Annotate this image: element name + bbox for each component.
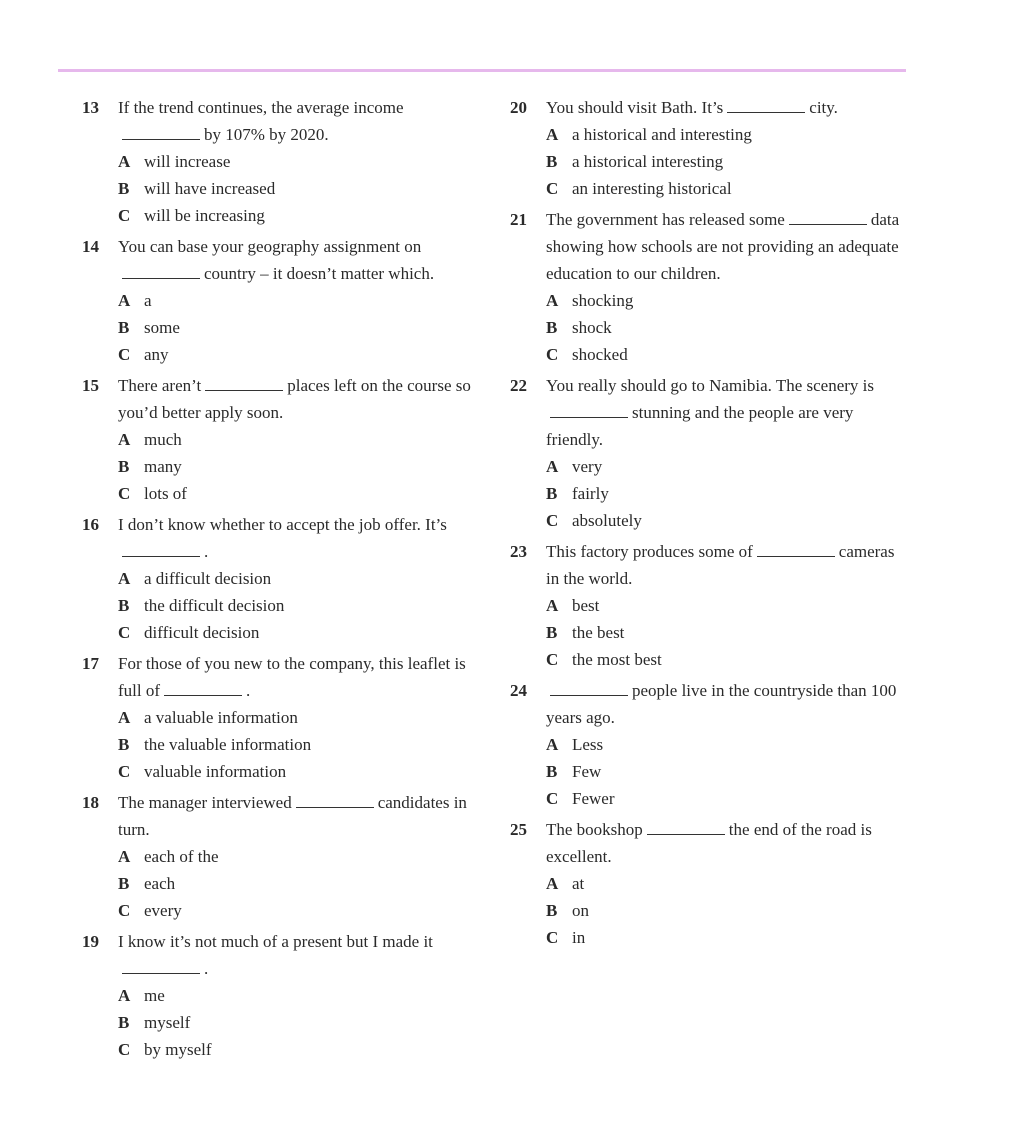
answer-blank <box>205 376 283 391</box>
answer-option <box>118 314 482 341</box>
option-text: me <box>144 986 165 1005</box>
option-letter: C <box>118 206 131 225</box>
option-letter: C <box>546 345 559 364</box>
question-stem <box>118 233 482 287</box>
answer-blank <box>789 210 867 225</box>
option-letter: B <box>118 735 130 754</box>
question-stem-before: There aren’t <box>118 376 202 395</box>
question-stem-before: The manager interviewed <box>118 793 292 812</box>
option-text: in <box>572 928 586 947</box>
question-stem-after: . <box>204 959 209 978</box>
option-text: Less <box>572 735 604 754</box>
option-letter: A <box>546 735 559 754</box>
answer-option <box>118 453 482 480</box>
question-item <box>510 206 910 368</box>
option-letter: A <box>118 986 131 1005</box>
option-letter: A <box>118 708 131 727</box>
question-stem <box>118 928 482 982</box>
answer-option <box>546 619 910 646</box>
option-letter: B <box>118 1013 130 1032</box>
answer-option <box>118 731 482 758</box>
question-item <box>82 372 482 507</box>
option-letter: A <box>546 125 559 144</box>
option-text: a <box>144 291 152 310</box>
option-letter: B <box>546 623 558 642</box>
option-text: shocked <box>572 345 628 364</box>
question-stem <box>118 94 482 148</box>
question-stem-after: stunning and the people are very friendly. <box>546 403 854 449</box>
answer-blank <box>122 542 200 557</box>
question-stem <box>546 816 910 870</box>
question-item <box>82 928 482 1063</box>
question-item <box>510 372 910 534</box>
option-letter: B <box>546 152 558 171</box>
option-text: every <box>144 901 182 920</box>
option-letter: C <box>118 901 131 920</box>
option-text: at <box>572 874 585 893</box>
answer-option <box>118 1009 482 1036</box>
answer-option <box>118 480 482 507</box>
option-letter: C <box>118 762 131 781</box>
answer-blank <box>122 959 200 974</box>
option-letter: B <box>118 457 130 476</box>
option-text: fairly <box>572 484 609 503</box>
option-letter: C <box>546 179 559 198</box>
question-stem <box>546 372 910 453</box>
question-item <box>510 94 910 202</box>
option-text: will increase <box>144 152 231 171</box>
answer-option <box>118 592 482 619</box>
question-number: 23 <box>510 542 527 561</box>
answer-option <box>118 982 482 1009</box>
option-text: myself <box>144 1013 191 1032</box>
option-letter: A <box>118 430 131 449</box>
option-text: the most best <box>572 650 662 669</box>
question-item <box>510 538 910 673</box>
option-text: a valuable information <box>144 708 298 727</box>
option-letter: A <box>546 457 559 476</box>
answer-option <box>118 704 482 731</box>
question-stem-before: For those of you new to the company, this leaflet is full of <box>118 654 466 700</box>
question-stem-before: You really should go to Namibia. The scenery is <box>546 376 874 395</box>
question-stem <box>546 94 910 121</box>
answer-option <box>118 148 482 175</box>
right-question-column <box>510 94 910 951</box>
question-item <box>82 94 482 229</box>
question-stem <box>118 511 482 565</box>
question-item <box>82 511 482 646</box>
answer-blank <box>550 403 628 418</box>
option-text: very <box>572 457 603 476</box>
option-letter: B <box>118 318 130 337</box>
answer-option <box>118 202 482 229</box>
answer-option <box>546 897 910 924</box>
option-text: on <box>572 901 589 920</box>
answer-option <box>546 870 910 897</box>
answer-blank <box>727 98 805 113</box>
option-letter: C <box>546 928 559 947</box>
question-stem <box>118 789 482 843</box>
answer-option <box>546 175 910 202</box>
option-text: shocking <box>572 291 634 310</box>
answer-option <box>546 341 910 368</box>
answer-option <box>118 287 482 314</box>
option-letter: C <box>546 789 559 808</box>
answer-option <box>118 1036 482 1063</box>
option-letter: A <box>546 596 559 615</box>
left-question-column <box>82 94 482 1063</box>
option-letter: A <box>118 847 131 866</box>
answer-blank <box>164 681 242 696</box>
option-letter: A <box>546 291 559 310</box>
option-text: Few <box>572 762 602 781</box>
option-letter: C <box>118 345 131 364</box>
answer-option <box>546 121 910 148</box>
question-number: 22 <box>510 376 527 395</box>
question-item <box>82 650 482 785</box>
option-letter: B <box>546 762 558 781</box>
question-number: 15 <box>82 376 99 395</box>
option-text: the best <box>572 623 625 642</box>
option-letter: A <box>118 291 131 310</box>
option-letter: B <box>546 484 558 503</box>
answer-option <box>546 924 910 951</box>
question-stem-before: The government has released some <box>546 210 785 229</box>
question-number: 24 <box>510 681 527 700</box>
answer-option <box>118 175 482 202</box>
option-letter: B <box>118 179 130 198</box>
option-text: some <box>144 318 180 337</box>
question-stem-before: If the trend continues, the average income <box>118 98 404 117</box>
answer-blank <box>647 820 725 835</box>
option-letter: C <box>546 511 559 530</box>
question-stem-before: I know it’s not much of a present but I made it <box>118 932 433 951</box>
question-stem-after: cameras in the world. <box>546 542 895 588</box>
option-text: by myself <box>144 1040 212 1059</box>
answer-option <box>546 453 910 480</box>
option-text: valuable information <box>144 762 287 781</box>
answer-option <box>546 148 910 175</box>
option-text: the difficult decision <box>144 596 285 615</box>
question-number: 14 <box>82 237 99 256</box>
option-text: much <box>144 430 182 449</box>
question-stem-after: data showing how schools are not providing an adequate education to our children. <box>546 210 900 283</box>
option-text: absolutely <box>572 511 642 530</box>
question-item <box>510 816 910 951</box>
option-text: will be increasing <box>144 206 265 225</box>
question-stem-before: I don’t know whether to accept the job offer. It’s <box>118 515 447 534</box>
question-number: 21 <box>510 210 527 229</box>
option-letter: C <box>546 650 559 669</box>
question-stem-after: . <box>246 681 251 700</box>
answer-option <box>118 897 482 924</box>
answer-option <box>546 646 910 673</box>
option-letter: B <box>546 901 558 920</box>
question-number: 20 <box>510 98 527 117</box>
question-stem-after: the end of the road is excellent. <box>546 820 872 866</box>
question-number: 18 <box>82 793 99 812</box>
option-text: a difficult decision <box>144 569 272 588</box>
question-item <box>82 789 482 924</box>
question-stem-before: The bookshop <box>546 820 643 839</box>
option-letter: A <box>118 569 131 588</box>
question-number: 13 <box>82 98 99 117</box>
question-stem <box>546 677 910 731</box>
question-stem-after: by 107% by 2020. <box>204 125 329 144</box>
question-stem-after: candidates in turn. <box>118 793 467 839</box>
question-item <box>82 233 482 368</box>
question-stem <box>118 650 482 704</box>
question-number: 19 <box>82 932 99 951</box>
question-stem-before: You should visit Bath. It’s <box>546 98 724 117</box>
option-text: the valuable information <box>144 735 312 754</box>
question-number: 16 <box>82 515 99 534</box>
option-text: any <box>144 345 169 364</box>
question-stem-after: people live in the countryside than 100 years ago. <box>546 681 897 727</box>
question-number: 25 <box>510 820 527 839</box>
answer-blank <box>757 542 835 557</box>
question-stem-after: . <box>204 542 209 561</box>
option-letter: C <box>118 1040 131 1059</box>
answer-blank <box>550 681 628 696</box>
answer-option <box>546 592 910 619</box>
question-stem-before: You can base your geography assignment on <box>118 237 422 256</box>
answer-option <box>118 758 482 785</box>
option-text: each of the <box>144 847 219 866</box>
question-stem <box>546 538 910 592</box>
option-letter: C <box>118 623 131 642</box>
option-text: Fewer <box>572 789 615 808</box>
answer-option <box>546 758 910 785</box>
answer-option <box>546 314 910 341</box>
option-text: difficult decision <box>144 623 260 642</box>
option-text: many <box>144 457 182 476</box>
answer-option <box>118 619 482 646</box>
option-text: lots of <box>144 484 187 503</box>
option-text: a historical and interesting <box>572 125 752 144</box>
question-stem <box>118 372 482 426</box>
option-letter: B <box>118 596 130 615</box>
option-letter: A <box>546 874 559 893</box>
question-stem-after: places left on the course so you’d better apply soon. <box>118 376 471 422</box>
answer-blank <box>122 125 200 140</box>
question-stem-before: This factory produces some of <box>546 542 753 561</box>
answer-option <box>546 785 910 812</box>
option-text: each <box>144 874 176 893</box>
header-divider <box>58 69 906 72</box>
question-stem-after: country – it doesn’t matter which. <box>204 264 435 283</box>
answer-blank <box>296 793 374 808</box>
answer-option <box>118 341 482 368</box>
option-letter: B <box>546 318 558 337</box>
answer-option <box>118 426 482 453</box>
question-number: 17 <box>82 654 99 673</box>
answer-option <box>546 507 910 534</box>
answer-option <box>546 731 910 758</box>
answer-option <box>546 480 910 507</box>
answer-option <box>118 565 482 592</box>
option-text: shock <box>572 318 612 337</box>
option-text: best <box>572 596 600 615</box>
option-letter: B <box>118 874 130 893</box>
question-stem-after: city. <box>809 98 838 117</box>
option-text: an interesting historical <box>572 179 732 198</box>
question-item <box>510 677 910 812</box>
option-letter: A <box>118 152 131 171</box>
answer-option <box>118 843 482 870</box>
answer-blank <box>122 264 200 279</box>
question-stem <box>546 206 910 287</box>
answer-option <box>546 287 910 314</box>
option-text: a historical interesting <box>572 152 724 171</box>
answer-option <box>118 870 482 897</box>
option-text: will have increased <box>144 179 276 198</box>
option-letter: C <box>118 484 131 503</box>
